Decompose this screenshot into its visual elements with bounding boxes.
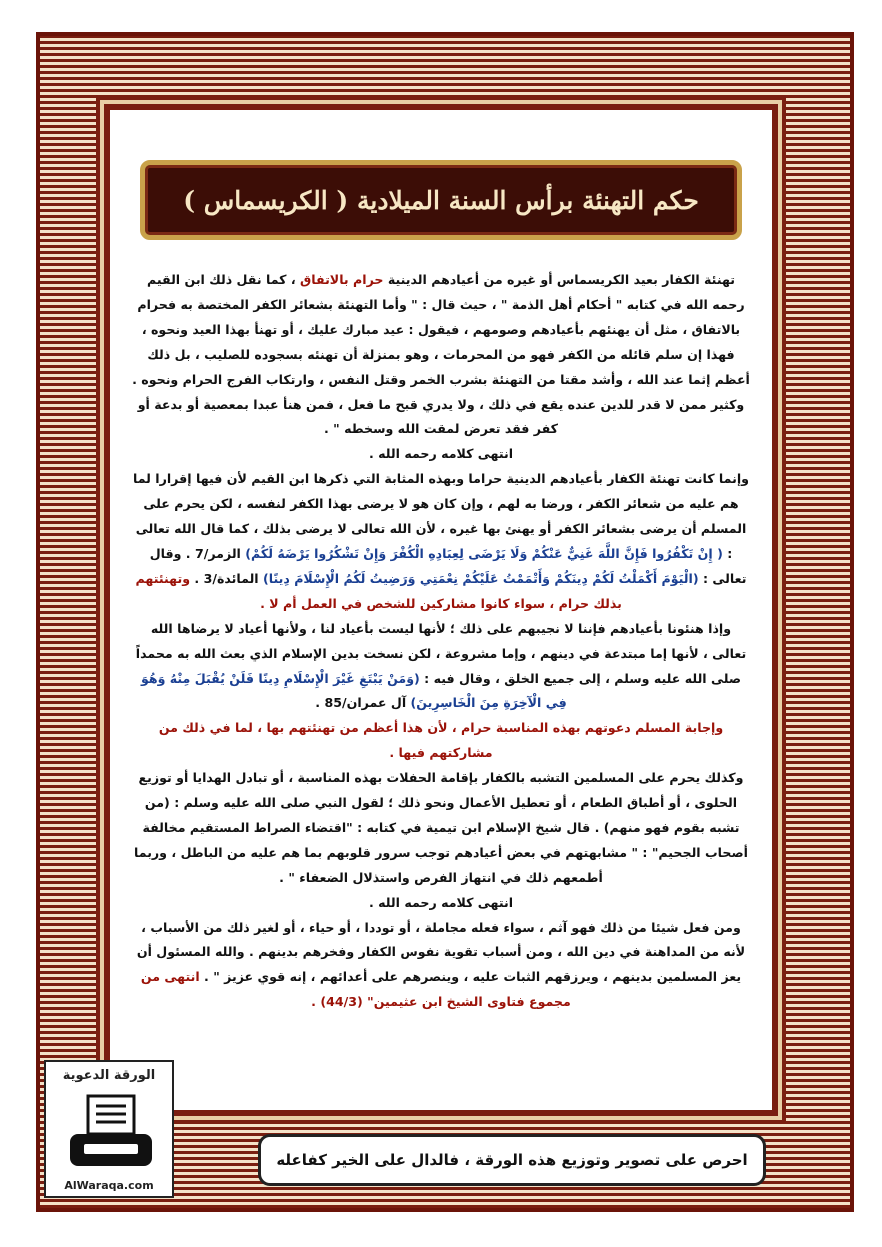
quran-verse: ( إِنْ تَكْفُرُوا فَإِنَّ اللَّهَ غَنِيٌّ عَنْكُمْ وَلَا يَرْضَى لِعِبَادِهِ الْكُفْرَ وَإِنْ تَشْكُرُوا يَرْضَهُ لَكُمْ)	[245, 545, 723, 561]
paragraph	[132, 891, 750, 916]
logo	[44, 1060, 174, 1198]
text-segment: انتهى كلامه رحمه الله .	[368, 446, 514, 462]
text-segment: المائدة/3 .	[190, 570, 263, 586]
footer-text: احرص على تصوير وتوزيع هذه الورقة ، فالدال على الخير كفاعله	[276, 1151, 748, 1169]
quran-verse: (وَمَنْ يَبْتَغِ غَيْرَ الْإِسْلَامِ دِينًا فَلَنْ يُقْبَلَ مِنْهُ وَهُوَ فِي الْآخِرَةِ مِنَ الْخَاسِرِينَ)	[140, 670, 567, 711]
paragraph	[132, 442, 750, 467]
logo-title: الورقة الدعوية	[62, 1068, 156, 1083]
title-banner	[140, 160, 742, 240]
highlighted-text: انتهى من مجموع فتاوى الشيخ ابن عثيمين" (44/3) .	[140, 969, 571, 1010]
paragraph	[132, 268, 750, 442]
paragraph	[132, 467, 750, 616]
quran-verse: (الْيَوْمَ أَكْمَلْتُ لَكُمْ دِينَكُمْ وَأَتْمَمْتُ عَلَيْكُمْ نِعْمَتِي وَرَضِيتُ لَكُمُ الْإِسْلَامَ دِينًا)	[263, 570, 699, 586]
article-body	[132, 268, 750, 1015]
printer-icon	[68, 1094, 154, 1172]
text-segment: وكذلك يحرم على المسلمين التشبه بالكفار بإقامة الحفلات بهذه المناسبة ، أو تبادل الهدايا أو توزيع الحلوى ، أو أطباق الطعام ، أو تعطيل الأعمال ونحو ذلك ؛ لقول النبي صلى الله عليه وسلم : (من تشبه بقوم فهو منهم) . قال شيخ الإسلام ابن تيمية في كتابه : "اقتضاء الصراط المستقيم مخالفة أصحاب الجحيم" : " مشابهتهم في بعض أعيادهم توجب سرور قلوبهم بما هم عليه من الباطل ، وربما أطمعهم ذلك في انتهاز الفرص واستذلال الضعفاء " .	[134, 770, 748, 885]
paragraph	[132, 916, 750, 1016]
text-segment: وإذا هنئونا بأعيادهم فإننا لا نجيبهم على ذلك ؛ لأنها ليست بأعياد لنا ، ولأنها أعياد لا يرضاها الله تعالى ، لأنها إما مبتدعة في دينهم ، وإما مشروعة ، لكن نسخت بدين الإسلام الذي بعث الله به محمداً صلى الله عليه وسلم ، إلى جميع الخلق ، وقال فيه :	[135, 620, 747, 686]
text-segment: انتهى كلامه رحمه الله .	[368, 894, 514, 910]
text-segment: ، كما نقل ذلك ابن القيم رحمه الله في كتابه " أحكام أهل الذمة " ، حيث قال : " وأما التهنئة بشعائر الكفر المختصة به فحرام بالاتفاق ، مثل أن يهنئهم بأعيادهم وصومهم ، فيقول : عيد مبارك عليك ، أو تهنأ بهذا العيد ونحوه ، فهذا إن سلم قائله من الكفر فهو من المحرمات ، وهو بمنزلة أن تهنئه بسجوده للصليب ، بل ذلك أعظم إثما عند الله ، وأشد مقتا من التهنئة بشرب الخمر وقتل النفس ، وارتكاب الفرج الحرام ونحوه . وكثير ممن لا قدر للدين عنده يقع في ذلك ، ولا يدري قبح ما فعل ، فمن هنأ عبدا بمعصية أو بدعة أو كفر فقد تعرض لمقت الله وسخطه " .	[132, 272, 750, 437]
paragraph	[132, 617, 750, 717]
text-segment: ومن فعل شيئا من ذلك فهو آثم ، سواء فعله مجاملة ، أو توددا ، أو حياء ، أو لغير ذلك من الأسباب ، لأنه من المداهنة في دين الله ، ومن أسباب تقوية نفوس الكفار وفخرهم بدينهم . والله المسئول أن يعز المسلمين بدينهم ، ويرزقهم الثبات عليه ، وينصرهم على أعدائهم ، إنه قوي عزيز " .	[136, 919, 746, 985]
text-segment: وإنما كانت تهنئة الكفار بأعيادهم الدينية حراما وبهذه المثابة التي ذكرها ابن القيم لأن فيها إقرارا لما هم عليه من شعائر الكفر ، ورضا به لهم ، وإن كان هو لا يرضى بهذا الكفر لنفسه ، لكن يحرم على المسلم أن يرضى بشعائر الكفر أو يهنئ بها غيره ، لأن الله تعالى لا يرضى بذلك ، كما قال الله تعالى :	[133, 471, 749, 561]
logo-site: AlWaraqa.com	[64, 1179, 154, 1192]
page-title: حكم التهنئة برأس السنة الميلادية ( الكريسماس )	[183, 185, 699, 215]
highlighted-text: حرام بالاتفاق	[300, 272, 384, 287]
paragraph	[132, 766, 750, 891]
text-segment: تهنئة الكفار بعيد الكريسماس أو غيره من أعيادهم الدينية	[383, 272, 735, 287]
text-segment: آل عمران/85 .	[315, 695, 411, 711]
highlighted-text: وتهنئتهم بذلك حرام ، سواء كانوا مشاركين للشخص في العمل أم لا .	[135, 570, 622, 611]
text-segment: الزمر/7 . وقال تعالى :	[149, 545, 747, 586]
footer-banner	[258, 1134, 766, 1186]
highlighted-text: وإجابة المسلم دعوتهم بهذه المناسبة حرام ، لأن هذا أعظم من تهنئتهم بها ، لما في ذلك من مشاركتهم فيها .	[158, 720, 724, 761]
paragraph	[132, 716, 750, 766]
